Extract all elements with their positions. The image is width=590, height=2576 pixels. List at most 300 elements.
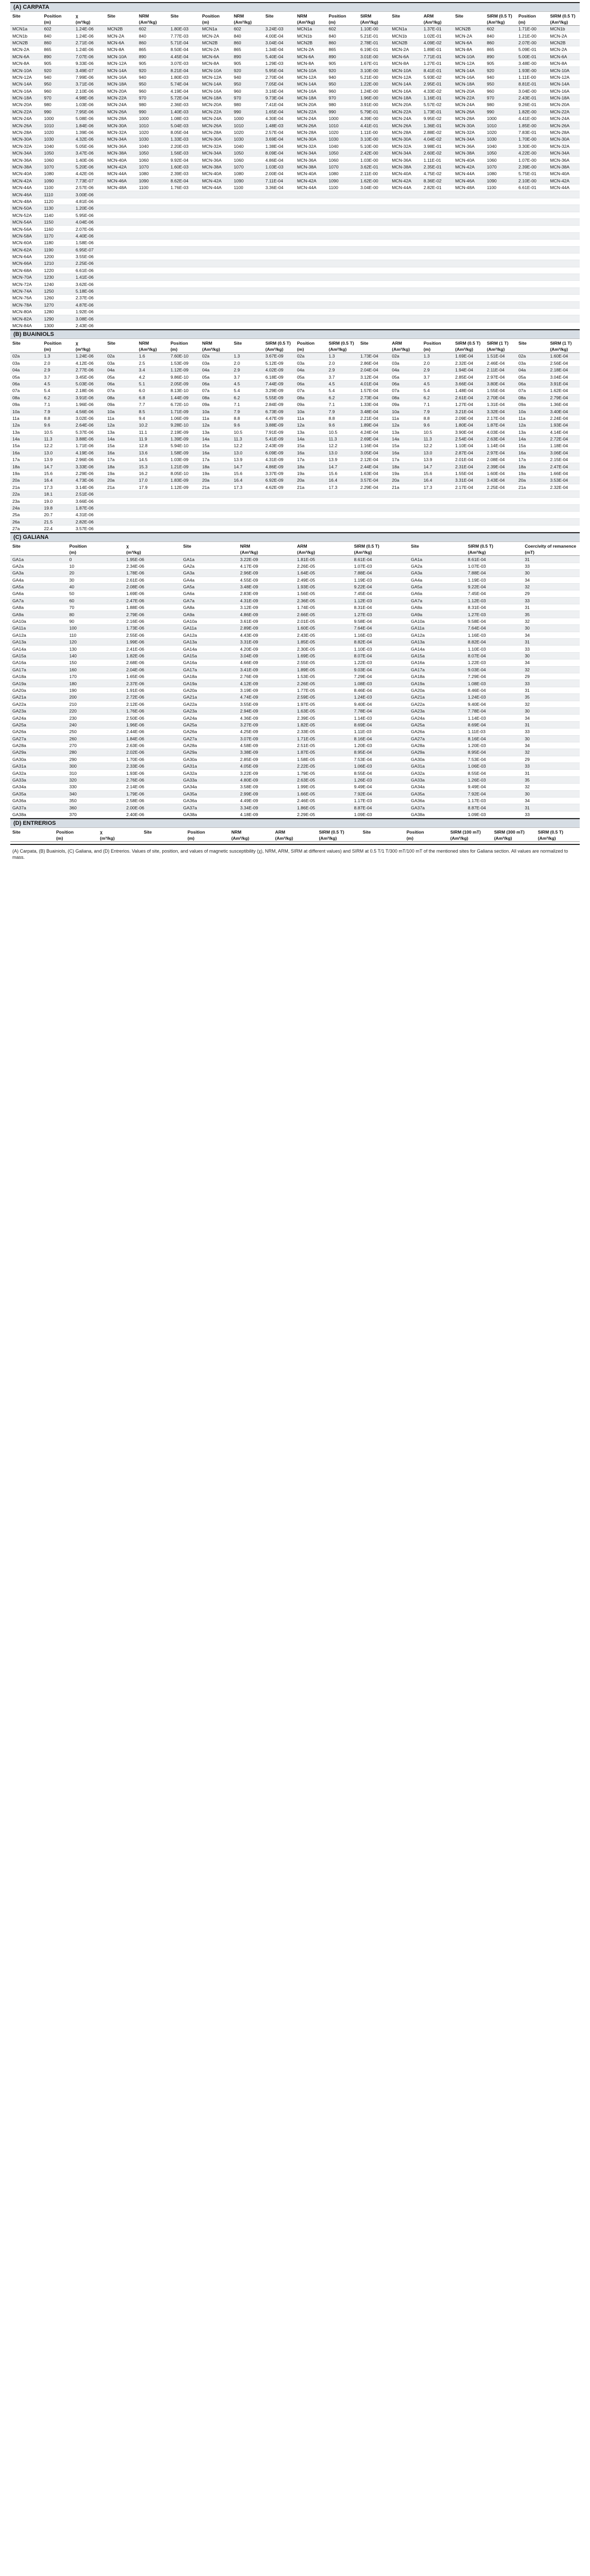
table-cell: 1120 bbox=[42, 198, 73, 205]
table-cell bbox=[485, 240, 516, 246]
table-cell bbox=[516, 512, 548, 518]
table-cell: 1190 bbox=[42, 246, 73, 253]
column-header: Site bbox=[518, 341, 527, 346]
table-cell: 940 bbox=[485, 74, 516, 80]
table-row bbox=[10, 583, 580, 590]
table-cell bbox=[516, 274, 548, 281]
table-row bbox=[10, 659, 580, 666]
table-cell bbox=[168, 281, 200, 287]
table-cell: 1.84E-06 bbox=[74, 122, 105, 129]
unit-cell bbox=[10, 19, 42, 26]
unit-cell bbox=[10, 835, 54, 842]
table-cell: 920 bbox=[232, 67, 263, 74]
table-cell: 8.07E-04 bbox=[352, 652, 409, 659]
table-cell bbox=[390, 525, 421, 532]
table-cell: 150 bbox=[67, 659, 125, 666]
column-header: SIRM (0.5 T) bbox=[354, 544, 379, 549]
table-row bbox=[10, 115, 580, 122]
table-cell bbox=[200, 315, 232, 322]
table-row bbox=[10, 556, 580, 563]
header-row bbox=[10, 339, 580, 346]
table-cell: 1.82E-06 bbox=[124, 652, 181, 659]
table-cell: MCN-30A bbox=[105, 122, 136, 129]
table-cell: 1.51E-04 bbox=[485, 353, 516, 360]
table-cell bbox=[485, 498, 516, 504]
table-cell: 1.34E-04 bbox=[264, 46, 295, 53]
table-cell: 3.16E-04 bbox=[264, 88, 295, 94]
table-cell bbox=[200, 301, 232, 308]
table-cell bbox=[516, 504, 548, 511]
table-cell: MCN-68A bbox=[10, 267, 42, 274]
unit-cell: (Am²/kg) bbox=[273, 835, 317, 842]
table-cell bbox=[264, 287, 295, 294]
table-cell: 9.58E-04 bbox=[352, 618, 409, 624]
table-cell bbox=[390, 322, 421, 329]
table-cell: 2.49E-05 bbox=[295, 577, 352, 583]
table-cell: 1.11E-03 bbox=[352, 728, 409, 735]
table-cell: 1.65E-04 bbox=[264, 108, 295, 115]
table-cell: 3.57E-04 bbox=[358, 477, 390, 484]
table-cell: 1070 bbox=[485, 163, 516, 170]
table-cell: 19a bbox=[200, 470, 232, 477]
table-cell: 3.14E-06 bbox=[74, 484, 105, 490]
table-cell: MCN-26A bbox=[453, 108, 484, 115]
table-cell bbox=[137, 274, 168, 281]
table-cell: MCN-2A bbox=[10, 46, 42, 53]
table-cell bbox=[137, 253, 168, 260]
table-cell: 1.89E-04 bbox=[358, 422, 390, 429]
table-cell: 990 bbox=[326, 108, 358, 115]
table-cell: 4.12E-06 bbox=[74, 360, 105, 366]
table-row bbox=[10, 67, 580, 74]
table-cell: 920 bbox=[42, 67, 73, 74]
column-header: NRM bbox=[138, 13, 149, 19]
table-cell bbox=[232, 309, 263, 315]
table-cell bbox=[295, 504, 326, 511]
table-cell: MCN1b bbox=[10, 32, 42, 39]
table-cell bbox=[326, 525, 358, 532]
table-cell: 33 bbox=[523, 597, 580, 604]
unit-cell: (m³/kg) bbox=[124, 549, 181, 556]
table-cell: 4.40E-06 bbox=[74, 232, 105, 239]
table-cell bbox=[516, 246, 548, 253]
table-cell: MCN-10A bbox=[295, 67, 326, 74]
table-cell: GA12a bbox=[409, 632, 466, 638]
table-cell: GA19a bbox=[181, 680, 238, 687]
table-cell: MCN-14A bbox=[295, 81, 326, 88]
table-cell: MCN2B bbox=[10, 39, 42, 46]
table-cell: 9.03E-04 bbox=[352, 666, 409, 673]
table-cell: 6.95E-07 bbox=[74, 246, 105, 253]
table-cell bbox=[390, 260, 421, 267]
table-cell: 2.46E-04 bbox=[485, 360, 516, 366]
table-cell bbox=[232, 260, 263, 267]
unit-cell: (Am²/kg) bbox=[453, 346, 484, 353]
table-cell: GA23a bbox=[409, 707, 466, 714]
table-cell: 970 bbox=[326, 94, 358, 101]
table-cell: 5.04E-03 bbox=[168, 122, 200, 129]
table-row bbox=[10, 518, 580, 525]
table-cell: 7.71E-01 bbox=[422, 53, 453, 60]
header-row bbox=[10, 828, 580, 835]
table-cell: 2.55E-06 bbox=[124, 632, 181, 638]
table-cell bbox=[264, 232, 295, 239]
table-cell bbox=[548, 218, 580, 225]
table-cell: 11.9 bbox=[137, 435, 168, 442]
table-cell: 12.2 bbox=[326, 443, 358, 449]
table-cell: GA36a bbox=[181, 798, 238, 804]
table-cell: 602 bbox=[137, 26, 168, 32]
table-cell: 3.55E-09 bbox=[238, 701, 295, 707]
table-cell bbox=[548, 267, 580, 274]
table-cell bbox=[295, 281, 326, 287]
table-cell: 8.50E-04 bbox=[168, 46, 200, 53]
table-cell: 3.7 bbox=[232, 374, 263, 380]
table-cell: GA38a bbox=[10, 811, 67, 818]
table-cell bbox=[137, 295, 168, 301]
table-cell bbox=[168, 205, 200, 212]
table-row bbox=[10, 295, 580, 301]
table-cell: 3.48E-09 bbox=[238, 583, 295, 590]
table-row bbox=[10, 618, 580, 624]
table-cell: 280 bbox=[67, 749, 125, 756]
table-cell: 8.69E-04 bbox=[466, 721, 523, 728]
table-cell: 6.8 bbox=[137, 394, 168, 401]
table-cell: 3.40E-04 bbox=[548, 408, 580, 415]
table-cell: 12.2 bbox=[232, 443, 263, 449]
table-cell: 18a bbox=[200, 463, 232, 470]
table-row bbox=[10, 39, 580, 46]
table-row bbox=[10, 456, 580, 463]
table-cell bbox=[485, 309, 516, 315]
table-cell: 1.96E-00 bbox=[358, 94, 390, 101]
table-cell bbox=[485, 274, 516, 281]
table-cell: 865 bbox=[232, 46, 263, 53]
table-cell: 21a bbox=[295, 484, 326, 490]
table-cell: 80 bbox=[67, 611, 125, 618]
table-cell bbox=[137, 246, 168, 253]
table-cell: 1030 bbox=[42, 136, 73, 143]
table-cell: 1.84E-06 bbox=[124, 735, 181, 742]
table-cell: GA38a bbox=[181, 811, 238, 818]
table-cell bbox=[485, 191, 516, 198]
table-cell: 15a bbox=[516, 443, 548, 449]
table-cell: 16a bbox=[105, 449, 136, 456]
table-cell: 1060 bbox=[42, 157, 73, 163]
table-cell: 890 bbox=[326, 53, 358, 60]
table-cell: 29 bbox=[523, 590, 580, 597]
table-cell bbox=[516, 191, 548, 198]
column-header: Site bbox=[107, 341, 116, 346]
table-cell: 1070 bbox=[326, 163, 358, 170]
table-cell: GA18a bbox=[409, 673, 466, 680]
table-cell: 980 bbox=[137, 101, 168, 108]
table-cell: 7.45E-04 bbox=[466, 590, 523, 597]
column-header: Site bbox=[183, 544, 192, 549]
table-cell: MCN-26A bbox=[10, 122, 42, 129]
table-cell bbox=[516, 212, 548, 218]
table-cell: 1.56E-05 bbox=[295, 590, 352, 597]
table-cell bbox=[453, 512, 484, 518]
table-cell: MCN-18A bbox=[453, 81, 484, 88]
table-cell: MCN-24A bbox=[10, 115, 42, 122]
table-cell bbox=[295, 246, 326, 253]
column-header: Position bbox=[44, 341, 62, 346]
table-cell: MCN-46A bbox=[10, 191, 42, 198]
table-cell: 1000 bbox=[137, 115, 168, 122]
table-cell bbox=[326, 498, 358, 504]
table-cell: 890 bbox=[232, 53, 263, 60]
table-cell: 4.86E-09 bbox=[238, 611, 295, 618]
table-cell bbox=[485, 205, 516, 212]
table-cell: 3.32E-04 bbox=[485, 408, 516, 415]
table-row bbox=[10, 463, 580, 470]
table-cell: GA18a bbox=[181, 673, 238, 680]
table-cell: 2.5 bbox=[137, 360, 168, 366]
table-cell bbox=[485, 267, 516, 274]
table-cell bbox=[232, 287, 263, 294]
table-cell: 2.20E-03 bbox=[168, 143, 200, 149]
table-cell: MCN-28A bbox=[200, 129, 232, 135]
table-cell: 17.3 bbox=[422, 484, 453, 490]
table-cell: 5.93E-02 bbox=[422, 74, 453, 80]
table-cell: 1.39E-09 bbox=[168, 435, 200, 442]
table-cell bbox=[264, 295, 295, 301]
table-cell: 1140 bbox=[42, 212, 73, 218]
table-cell: 840 bbox=[42, 32, 73, 39]
table-cell bbox=[232, 315, 263, 322]
table-row bbox=[10, 101, 580, 108]
table-cell: 7.73E-07 bbox=[74, 177, 105, 184]
column-header: Site bbox=[265, 13, 274, 19]
table-cell: MCN-10A bbox=[200, 67, 232, 74]
table-cell: MCN-14A bbox=[453, 67, 484, 74]
table-cell: 6.72E-10 bbox=[168, 401, 200, 408]
table-cell: 2.59E-05 bbox=[295, 694, 352, 701]
table-cell: 1.78E-06 bbox=[124, 570, 181, 577]
table-cell: GA37a bbox=[10, 804, 67, 811]
table-cell: 1.67E-01 bbox=[358, 60, 390, 66]
table-cell: 07a bbox=[295, 387, 326, 394]
table-cell: 4.36E-09 bbox=[238, 715, 295, 721]
table-cell: 905 bbox=[326, 60, 358, 66]
table-cell: 5.79E-01 bbox=[358, 108, 390, 115]
table-cell: 2.33E-06 bbox=[124, 763, 181, 770]
table-cell: 30 bbox=[523, 625, 580, 632]
table-cell bbox=[200, 205, 232, 212]
table-cell: 4.74E-09 bbox=[238, 694, 295, 701]
table-cell bbox=[105, 504, 136, 511]
table-cell: 4.5 bbox=[422, 380, 453, 387]
table-cell: 980 bbox=[42, 101, 73, 108]
table-cell: 2.82E-06 bbox=[74, 518, 105, 525]
table-cell: 16.4 bbox=[232, 477, 263, 484]
table-cell: MCN-44A bbox=[10, 184, 42, 191]
table-cell bbox=[168, 212, 200, 218]
unit-cell bbox=[10, 346, 42, 353]
table-cell bbox=[422, 518, 453, 525]
unit-cell bbox=[181, 549, 238, 556]
table-cell: MCN-38A bbox=[10, 163, 42, 170]
table-cell: 2.18E-06 bbox=[74, 387, 105, 394]
table-cell: 15.3 bbox=[137, 463, 168, 470]
table-cell: 3.36E-04 bbox=[264, 184, 295, 191]
table-cell: 1.26E-03 bbox=[352, 776, 409, 783]
table-cell: 1100 bbox=[137, 184, 168, 191]
data-table bbox=[10, 339, 580, 532]
table-cell: 950 bbox=[485, 81, 516, 88]
table-cell bbox=[168, 260, 200, 267]
table-cell: 8.69E-04 bbox=[352, 721, 409, 728]
table-cell bbox=[105, 240, 136, 246]
table-cell: 1020 bbox=[232, 129, 263, 135]
table-cell: MCN-28A bbox=[10, 129, 42, 135]
table-cell: 34 bbox=[523, 798, 580, 804]
column-header: Site bbox=[107, 13, 116, 19]
table-cell: GA10a bbox=[181, 618, 238, 624]
table-row bbox=[10, 322, 580, 329]
table-cell bbox=[358, 301, 390, 308]
table-cell: 13.0 bbox=[326, 449, 358, 456]
table-cell: MCN-20A bbox=[200, 101, 232, 108]
table-cell: 8.87E-04 bbox=[352, 804, 409, 811]
table-cell: 1.14E-03 bbox=[352, 715, 409, 721]
column-header: SIRM (0.5 T) bbox=[328, 341, 354, 346]
table-cell: GA3a bbox=[409, 570, 466, 577]
column-header: Site bbox=[170, 13, 179, 19]
table-cell: 35 bbox=[523, 776, 580, 783]
table-cell bbox=[326, 218, 358, 225]
table-row bbox=[10, 639, 580, 646]
table-cell: 1050 bbox=[232, 150, 263, 157]
table-cell: 11.1 bbox=[137, 429, 168, 435]
table-cell bbox=[358, 246, 390, 253]
table-cell: GA7a bbox=[10, 597, 67, 604]
table-cell: MCN-28A bbox=[105, 115, 136, 122]
table-cell: GA11a bbox=[181, 625, 238, 632]
table-cell: 1060 bbox=[232, 157, 263, 163]
table-cell: 4.41E-01 bbox=[358, 122, 390, 129]
table-cell: 1080 bbox=[232, 171, 263, 177]
column-header: Position bbox=[56, 829, 74, 835]
table-cell: 26a bbox=[10, 518, 42, 525]
table-cell bbox=[453, 191, 484, 198]
table-cell: 33 bbox=[523, 811, 580, 818]
table-cell bbox=[358, 198, 390, 205]
table-cell: 02a bbox=[10, 353, 42, 360]
table-cell: 11.3 bbox=[326, 435, 358, 442]
table-cell: 1.16E-03 bbox=[352, 632, 409, 638]
table-cell: 1.11E-01 bbox=[422, 157, 453, 163]
table-cell: 34 bbox=[523, 577, 580, 583]
table-cell: 2.9 bbox=[232, 366, 263, 373]
column-header: ARM bbox=[297, 544, 307, 549]
table-cell: 1.12E-09 bbox=[168, 366, 200, 373]
table-cell: 08a bbox=[105, 394, 136, 401]
table-cell bbox=[200, 218, 232, 225]
table-cell bbox=[200, 287, 232, 294]
table-cell: 602 bbox=[485, 26, 516, 32]
table-cell: 1080 bbox=[137, 171, 168, 177]
table-cell bbox=[422, 205, 453, 212]
table-cell: MCN-30A bbox=[548, 136, 580, 143]
table-cell: MCN-42A bbox=[390, 177, 421, 184]
table-cell: 20 bbox=[67, 570, 125, 577]
table-cell: MCN2B bbox=[390, 39, 421, 46]
table-cell: 1030 bbox=[326, 136, 358, 143]
table-cell: 3.71E-06 bbox=[74, 81, 105, 88]
table-cell bbox=[168, 504, 200, 511]
table-cell: GA10a bbox=[409, 618, 466, 624]
table-cell: 2.07E-00 bbox=[516, 39, 548, 46]
table-cell: 35 bbox=[523, 611, 580, 618]
table-cell: 05a bbox=[105, 374, 136, 380]
table-cell: MCN-44A bbox=[295, 184, 326, 191]
table-cell: 3.80E-04 bbox=[485, 380, 516, 387]
table-cell: 4.31E-09 bbox=[238, 597, 295, 604]
table-cell: MCN-28A bbox=[295, 129, 326, 135]
table-cell: 14a bbox=[390, 435, 421, 442]
table-cell: 29 bbox=[523, 673, 580, 680]
table-cell: 310 bbox=[67, 770, 125, 776]
table-cell: GA31a bbox=[409, 763, 466, 770]
table-cell: 1.70E-00 bbox=[516, 136, 548, 143]
table-cell bbox=[200, 240, 232, 246]
table-cell: 1.65E-06 bbox=[124, 673, 181, 680]
table-cell bbox=[453, 240, 484, 246]
table-cell: 1.09E-03 bbox=[466, 811, 523, 818]
table-cell: GA11a bbox=[10, 625, 67, 632]
table-row bbox=[10, 804, 580, 811]
table-cell: 02a bbox=[200, 353, 232, 360]
table-cell bbox=[516, 518, 548, 525]
column-header: Position bbox=[69, 544, 87, 549]
table-cell: 1.92E-06 bbox=[74, 309, 105, 315]
table-cell: GA33a bbox=[409, 776, 466, 783]
table-cell bbox=[390, 274, 421, 281]
table-cell: 2.15E-04 bbox=[548, 456, 580, 463]
table-cell: 12a bbox=[516, 422, 548, 429]
table-row bbox=[10, 604, 580, 611]
table-cell bbox=[232, 491, 263, 498]
section-title: (D) ENTRERIOS bbox=[10, 819, 580, 828]
table-cell: 8.16E-04 bbox=[352, 735, 409, 742]
table-cell: 33 bbox=[523, 680, 580, 687]
table-cell: 920 bbox=[137, 67, 168, 74]
table-cell bbox=[326, 287, 358, 294]
table-cell: 940 bbox=[137, 74, 168, 80]
table-row bbox=[10, 253, 580, 260]
table-cell: 2.96E-09 bbox=[238, 570, 295, 577]
table-cell: 2.18E-04 bbox=[548, 366, 580, 373]
table-cell: 9.4 bbox=[137, 415, 168, 421]
table-cell: MCN-24A bbox=[548, 115, 580, 122]
table-cell: 3.45E-06 bbox=[74, 374, 105, 380]
table-cell bbox=[168, 253, 200, 260]
table-cell: 1.79E-05 bbox=[295, 770, 352, 776]
table-cell bbox=[168, 491, 200, 498]
table-cell: 17.0 bbox=[137, 477, 168, 484]
table-cell: 7.11E-04 bbox=[264, 177, 295, 184]
table-cell: 8.16E-04 bbox=[466, 735, 523, 742]
table-cell: 06a bbox=[200, 380, 232, 387]
table-cell: GA24a bbox=[181, 715, 238, 721]
table-cell bbox=[485, 281, 516, 287]
column-header: Coercivity of remanence bbox=[525, 544, 577, 549]
table-cell: 5.09E-01 bbox=[516, 46, 548, 53]
table-cell bbox=[105, 498, 136, 504]
table-cell: 950 bbox=[137, 81, 168, 88]
